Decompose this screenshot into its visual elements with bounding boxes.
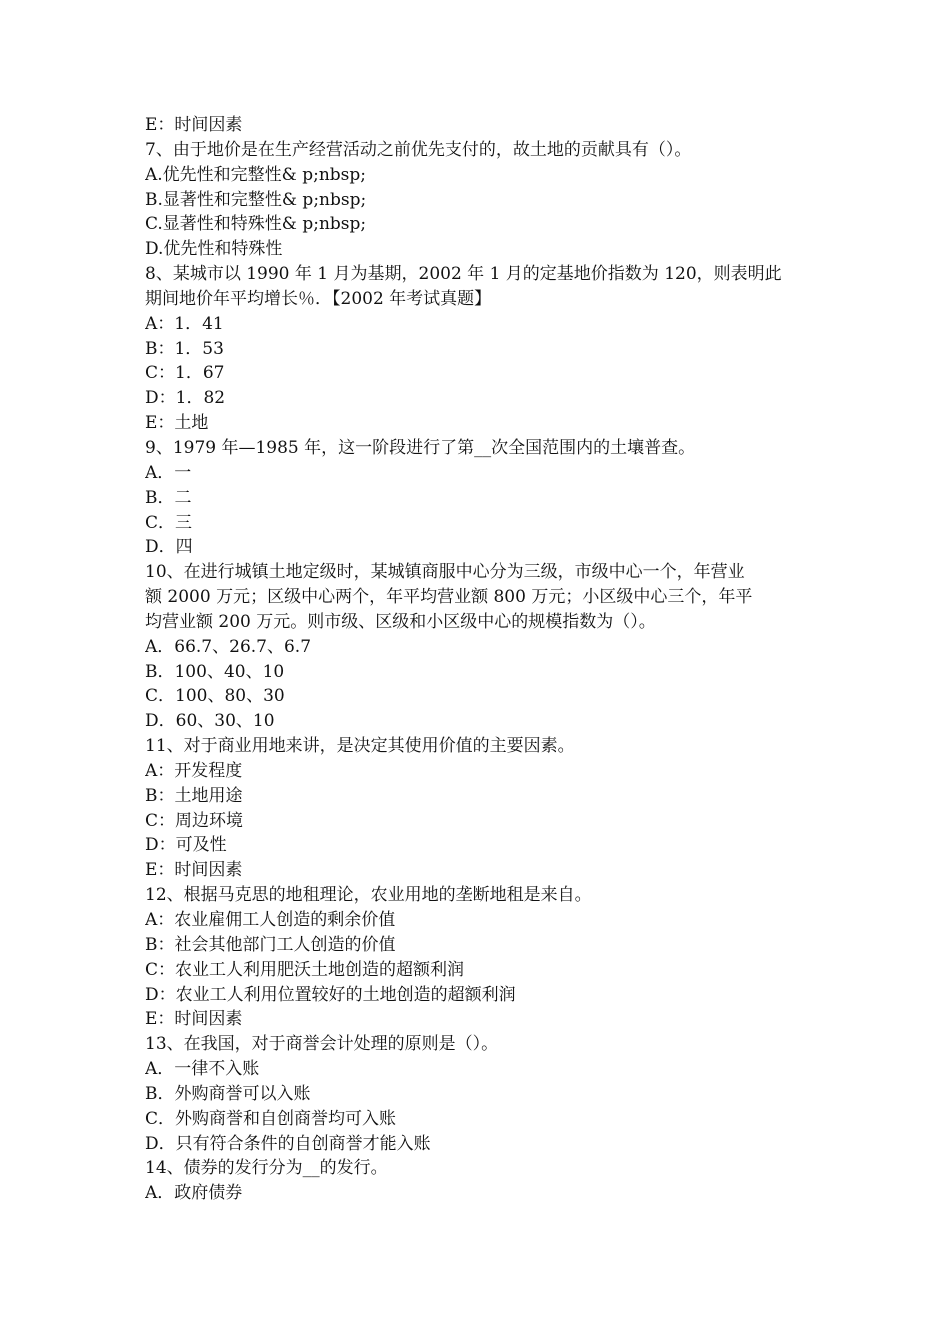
question-8-continued: 期间地价年平均增长％．【2002 年考试真题】 — [145, 288, 492, 309]
question-8: 8、某城市以 1990 年 1 月为基期，2002 年 1 月的定基地价指数为 120，则表明此 — [145, 264, 782, 285]
option-line: A：农业雇佣工人创造的剩余价值 — [145, 910, 396, 930]
question-14: 14、债券的发行分为__的发行。 — [145, 1158, 388, 1179]
question-10: 10、在进行城镇土地定级时，某城镇商服中心分为三级，市级中心一个，年营业 — [145, 562, 745, 583]
question-10-continued: 均营业额 200 万元。则市级、区级和小区级中心的规模指数为（）。 — [145, 611, 656, 632]
option-line: E：时间因素 — [145, 1009, 243, 1030]
option-line: D：1．82 — [145, 388, 226, 409]
option-line: E：土地 — [145, 413, 209, 434]
question-11: 11、对于商业用地来讲，是决定其使用价值的主要因素。 — [145, 736, 575, 757]
question-7: 7、由于地价是在生产经营活动之前优先支付的，故土地的贡献具有（）。 — [145, 139, 692, 160]
option-line: C．外购商誉和自创商誉均可入账 — [145, 1108, 397, 1129]
option-line: A：开发程度 — [145, 760, 243, 781]
option-line: A．66.7、26.7、6.7 — [145, 636, 312, 657]
text-line: E：时间因素 — [145, 115, 243, 135]
document-page — [145, 113, 810, 1206]
option-line: B：社会其他部门工人创造的价值 — [145, 934, 396, 955]
option-line: B．外购商誉可以入账 — [145, 1083, 311, 1104]
option-line: D：农业工人利用位置较好的土地创造的超额利润 — [145, 984, 516, 1005]
option-line: D．四 — [145, 537, 193, 558]
option-line: A．政府债券 — [145, 1183, 243, 1204]
option-line: B．100、40、10 — [145, 661, 285, 682]
option-line: D．只有符合条件的自创商誉才能入账 — [145, 1133, 431, 1154]
option-line: C：1．67 — [145, 363, 225, 384]
option-line: B：土地用途 — [145, 785, 243, 806]
option-line: B．二 — [145, 487, 192, 508]
option-line: D：可及性 — [145, 835, 227, 856]
option-line: B.显著性和完整性& p;nbsp; — [145, 189, 367, 210]
option-line: A．一 — [145, 462, 192, 483]
option-line: A．一律不入账 — [145, 1059, 260, 1080]
option-line: A.优先性和完整性& p;nbsp; — [145, 164, 366, 185]
question-13: 13、在我国，对于商誉会计处理的原则是（）。 — [145, 1034, 499, 1055]
option-line: C：农业工人利用肥沃土地创造的超额利润 — [145, 959, 465, 980]
option-line: A：1．41 — [145, 313, 224, 334]
option-line: E：时间因素 — [145, 860, 243, 881]
option-line: C.显著性和特殊性& p;nbsp; — [145, 214, 367, 235]
question-10-continued: 额 2000 万元；区级中心两个，年平均营业额 800 万元；小区级中心三个，年平 — [145, 587, 753, 608]
question-9: 9、1979 年—1985 年，这一阶段进行了第__次全国范围内的土壤普查。 — [145, 437, 696, 458]
option-line: D．60、30、10 — [145, 711, 275, 732]
option-line: C．三 — [145, 512, 193, 533]
option-line: C：周边环境 — [145, 810, 244, 831]
option-line: B：1．53 — [145, 338, 224, 359]
option-line: C．100、80、30 — [145, 686, 285, 707]
option-line: D.优先性和特殊性 — [145, 239, 283, 260]
question-12: 12、根据马克思的地租理论，农业用地的垄断地租是来自。 — [145, 885, 592, 906]
